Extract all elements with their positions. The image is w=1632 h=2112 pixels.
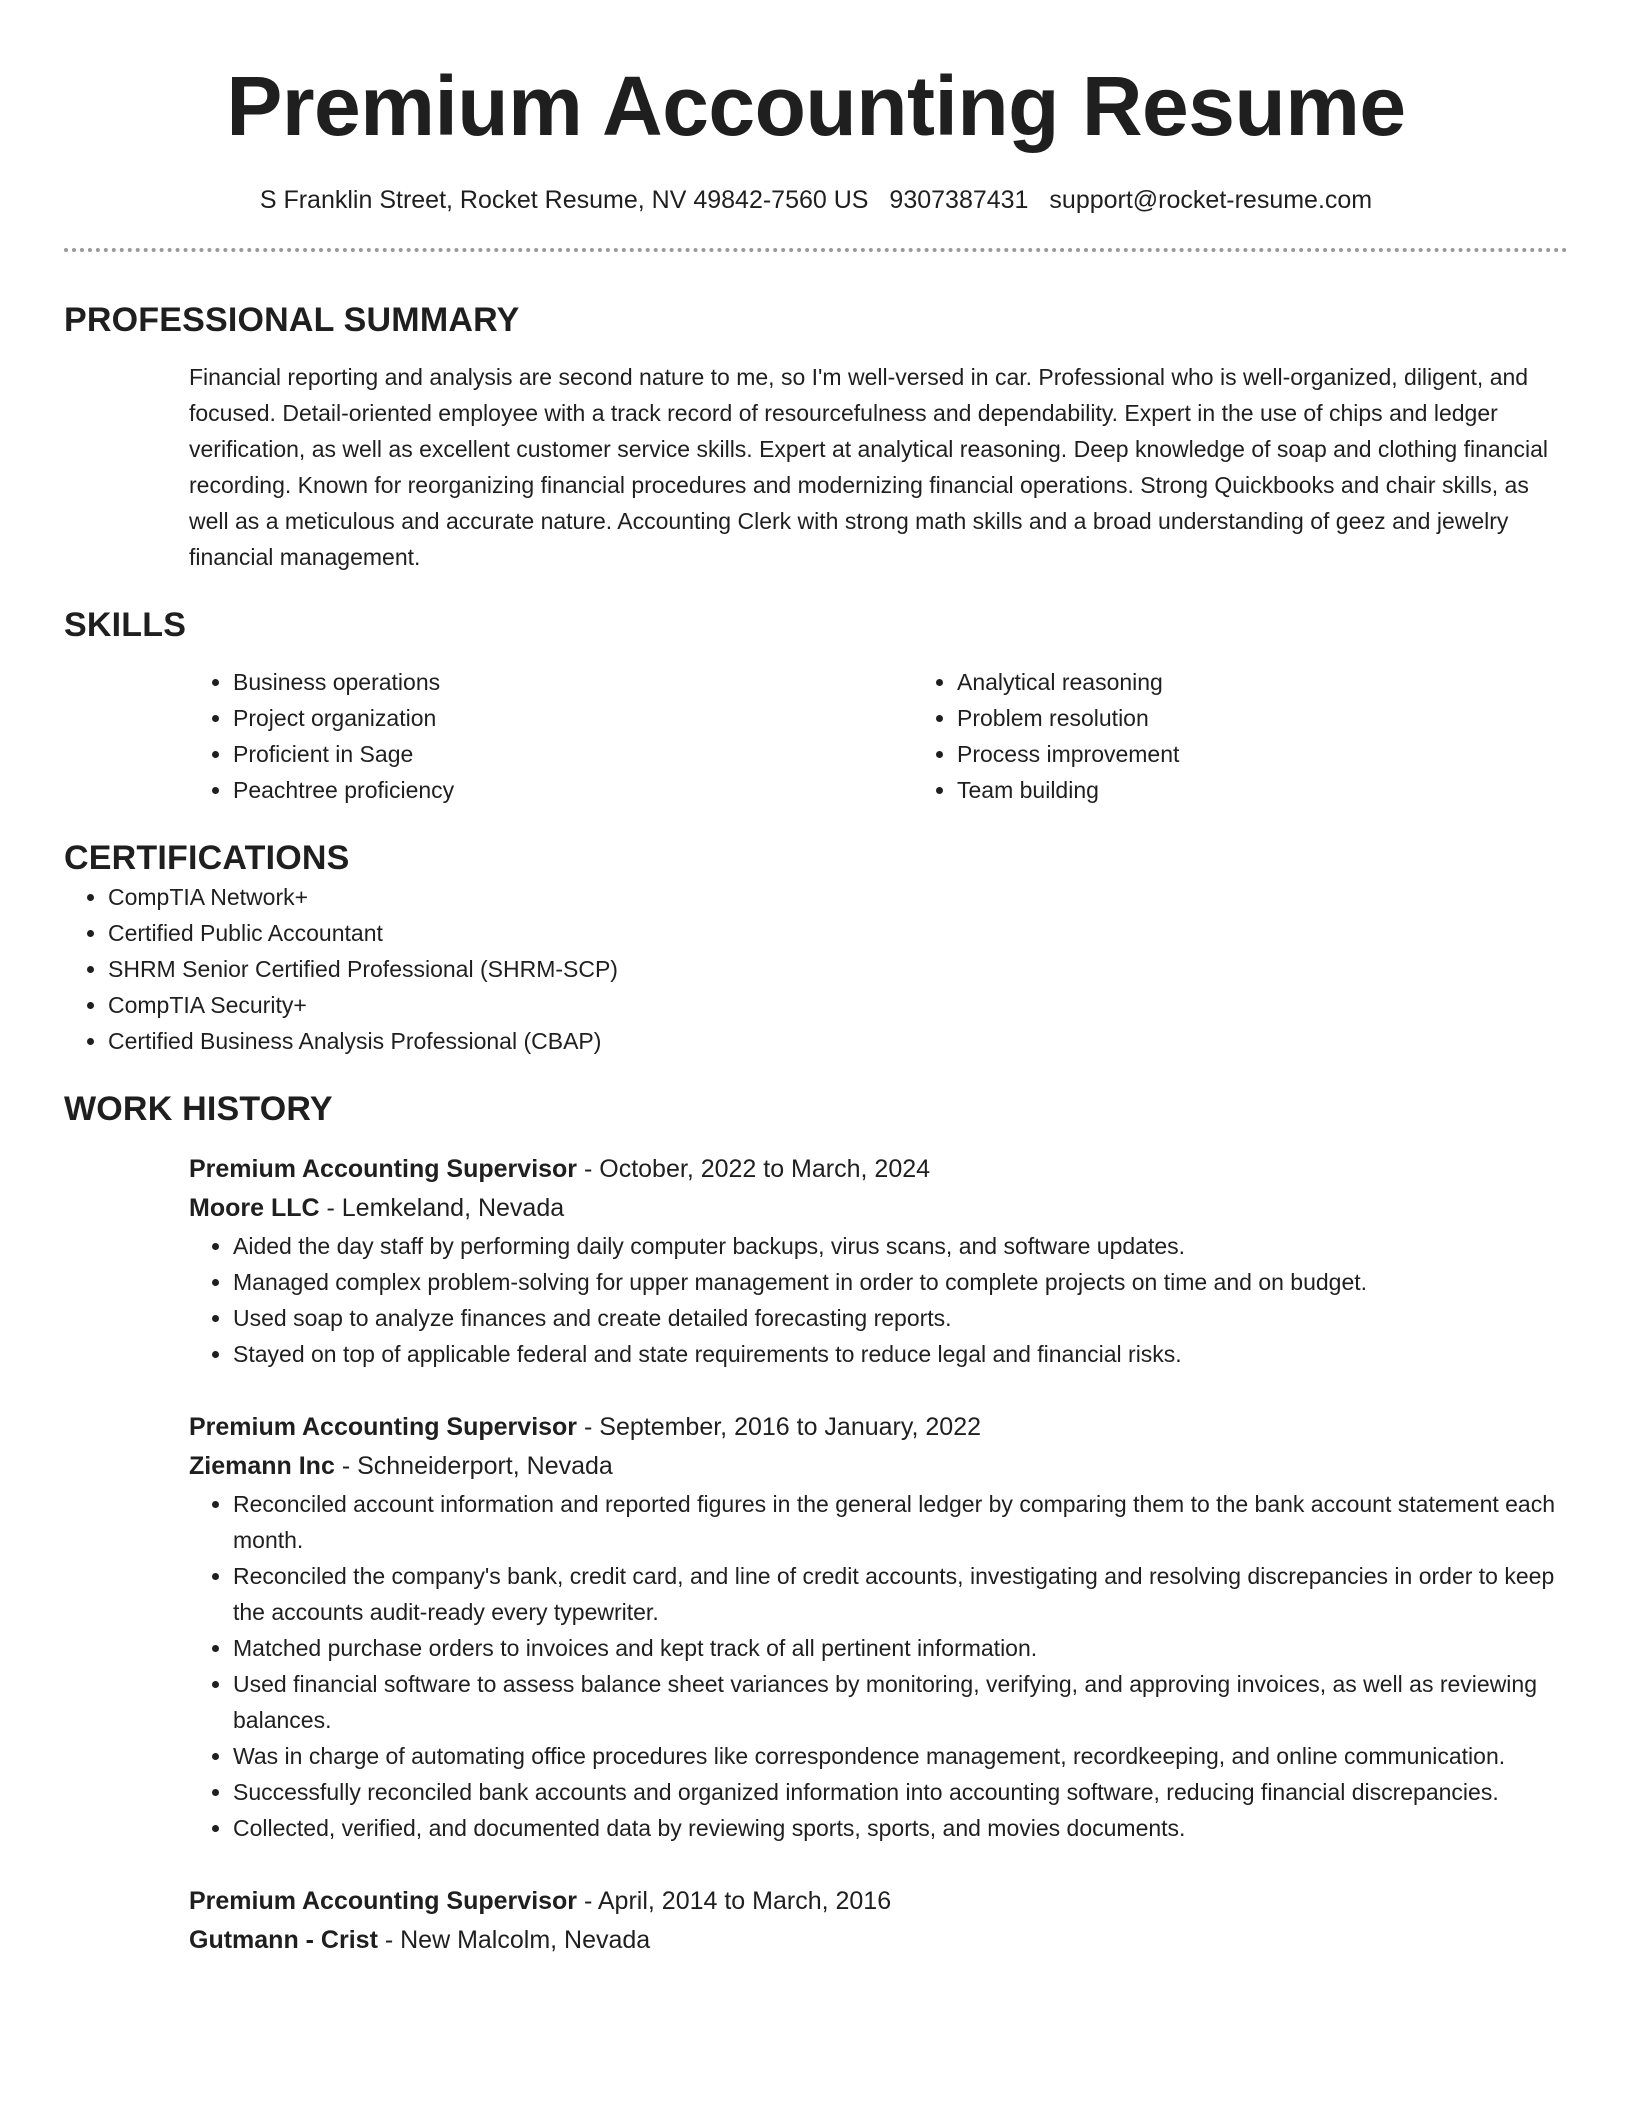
skill-item: • Problem resolution: [957, 700, 1557, 736]
job-duties-list: [189, 1228, 1558, 1372]
certifications-list: [64, 879, 1568, 1059]
summary-text: Financial reporting and analysis are second nature to me, so I'm well-versed in car. Professional who is well-organized, diligent, and focused. Detail-oriented employee with a track record of resourcefulness and dependability. Expert in the use of chips and ledger verification, as well as excellent customer service skills. Expert at analytical reasoning. Deep knowledge of soap and clothing financial recording. Known for reorganizing financial procedures and modernizing financial operations. Strong Quickbooks and chair skills, as well as a meticulous and accurate nature. Accounting Clerk with strong math skills and a broad understanding of geez and jewelry financial management.: [189, 364, 1548, 571]
job-entry: [189, 1408, 1558, 1846]
skill-item: • Project organization: [233, 700, 913, 736]
certifications-heading: CERTIFICATIONS: [64, 839, 350, 878]
job-company-line: [189, 1447, 1558, 1486]
header-divider: [64, 248, 1568, 252]
job-title: Premium Accounting Supervisor: [189, 1886, 578, 1915]
job-title: Premium Accounting Supervisor: [189, 1154, 578, 1183]
job-duty: • Successfully reconciled bank accounts and organized information into accounting software, reducing financial discrepancies.: [233, 1774, 1558, 1810]
job-duty: • Used soap to analyze finances and create detailed forecasting reports.: [233, 1300, 1558, 1336]
job-duty: • Matched purchase orders to invoices and kept track of all pertinent information.: [233, 1630, 1558, 1666]
contact-phone: 9307387431: [889, 185, 1029, 214]
summary-heading: PROFESSIONAL SUMMARY: [64, 300, 520, 339]
job-duty: • Was in charge of automating office procedures like correspondence management, recordkeeping, and online communication.: [233, 1738, 1558, 1774]
job-company: Moore LLC: [189, 1193, 320, 1222]
job-duty: • Used financial software to assess balance sheet variances by monitoring, verifying, and approving invoices, as well as reviewing balances.: [233, 1666, 1558, 1738]
job-company-line: [189, 1189, 1558, 1228]
skills-grid: [189, 664, 1558, 808]
job-title-line: [189, 1882, 1558, 1921]
contact-email: support@rocket-resume.com: [1049, 185, 1373, 214]
job-location: - Lemkeland, Nevada: [319, 1193, 565, 1222]
certification-item: • CompTIA Network+: [108, 879, 1568, 915]
certification-item: • SHRM Senior Certified Professional (SHRM-SCP): [108, 951, 1568, 987]
job-company: Gutmann - Crist: [189, 1925, 378, 1954]
job-title-line: [189, 1150, 1558, 1189]
job-title: Premium Accounting Supervisor: [189, 1412, 578, 1441]
certification-item: • Certified Public Accountant: [108, 915, 1568, 951]
skills-right-list: [913, 664, 1557, 808]
job-company-line: [189, 1921, 1558, 1960]
certification-item: • CompTIA Security+: [108, 987, 1568, 1023]
job-location: - Schneiderport, Nevada: [334, 1451, 613, 1480]
job-duty: • Collected, verified, and documented data by reviewing sports, sports, and movies documents.: [233, 1810, 1558, 1846]
skills-heading: SKILLS: [64, 606, 187, 645]
skill-item: • Proficient in Sage: [233, 736, 913, 772]
job-entry: [189, 1150, 1558, 1372]
skill-item: • Business operations: [233, 664, 913, 700]
skill-item: • Peachtree proficiency: [233, 772, 913, 808]
skill-item: • Analytical reasoning: [957, 664, 1557, 700]
job-company: Ziemann Inc: [189, 1451, 335, 1480]
certification-item: • Certified Business Analysis Professional (CBAP): [108, 1023, 1568, 1059]
job-dates: - April, 2014 to March, 2016: [577, 1886, 892, 1915]
skill-item: • Team building: [957, 772, 1557, 808]
contact-line: [64, 185, 1568, 215]
job-dates: - October, 2022 to March, 2024: [577, 1154, 931, 1183]
job-duty: • Reconciled account information and reported figures in the general ledger by comparing them to the bank account statement each month.: [233, 1486, 1558, 1558]
job-entry: [189, 1882, 1558, 1960]
resume-title: Premium Accounting Resume: [226, 59, 1406, 153]
job-duty: • Aided the day staff by performing daily computer backups, virus scans, and software updates.: [233, 1228, 1558, 1264]
job-title-line: [189, 1408, 1558, 1447]
work-history-heading: WORK HISTORY: [64, 1089, 333, 1128]
job-dates: - September, 2016 to January, 2022: [577, 1412, 982, 1441]
skills-left-list: [189, 664, 913, 808]
job-duty: • Reconciled the company's bank, credit card, and line of credit accounts, investigating and resolving discrepancies in order to keep the accounts audit-ready every typewriter.: [233, 1558, 1558, 1630]
skill-item: • Process improvement: [957, 736, 1557, 772]
job-duty: • Stayed on top of applicable federal and state requirements to reduce legal and financial risks.: [233, 1336, 1558, 1372]
job-location: - New Malcolm, Nevada: [377, 1925, 651, 1954]
job-duty: • Managed complex problem-solving for upper management in order to complete projects on time and on budget.: [233, 1264, 1558, 1300]
contact-address: S Franklin Street, Rocket Resume, NV 49842-7560 US: [259, 185, 869, 214]
job-duties-list: [189, 1486, 1558, 1846]
